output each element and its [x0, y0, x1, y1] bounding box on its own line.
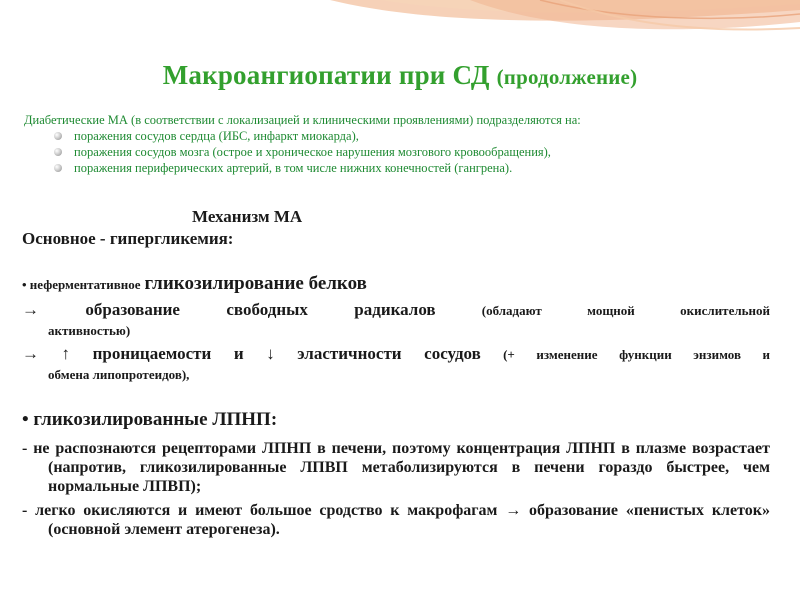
bullet-icon: [54, 148, 62, 156]
mechanism-point-2-cont: активностью): [48, 323, 131, 338]
bullet-icon: [54, 132, 62, 140]
mechanism-point-3-cont: обмена липопротеидов),: [48, 367, 190, 382]
intro-block: [24, 112, 784, 176]
intro-list-item: поражения сосудов сердца (ИБС, инфаркт миокарда),: [54, 128, 784, 144]
intro-list-item: поражения периферических артерий, в том числе нижних конечностей (гангрена).: [54, 160, 784, 176]
mechanism-block: [22, 206, 770, 539]
title-sub: (продолжение): [496, 65, 638, 89]
bullet-icon: [54, 164, 62, 172]
intro-lead: Диабетические МА (в соответствии с локализацией и клиническими проявлениями) подразделяются на:: [24, 113, 581, 127]
mechanism-point-1: • неферментативное гликозилирование белков: [22, 273, 367, 294]
mechanism-point-2: → образование свободных радикалов (обладают мощной окислительной: [22, 300, 770, 319]
ldl-item-1: - не распознаются рецепторами ЛПНП в печени, поэтому концентрация ЛПНП в плазме возрастает (напротив, гликозилированные ЛПВП метаболизируются в печени гораздо быстрее, чем нормальные ЛПВП);: [22, 440, 770, 495]
mechanism-point-3: → ↑ проницаемости и ↓ эластичности сосудов (+ изменение функции энзимов и: [22, 344, 770, 363]
title-main: Макроангиопатии при СД: [162, 60, 490, 90]
slide-title: [0, 60, 800, 91]
header-decoration: [0, 0, 800, 40]
intro-list: [24, 128, 784, 176]
ldl-item-2: - легко окисляются и имеют большое сродство к макрофагам → образование «пенистых клеток» (основной элемент атерогенеза).: [22, 502, 770, 538]
intro-list-item: поражения сосудов мозга (острое и хроническое нарушения мозгового кровообращения),: [54, 144, 784, 160]
mechanism-heading: Механизм МА: [192, 207, 303, 226]
ldl-heading: • гликозилированные ЛПНП:: [22, 409, 278, 430]
mechanism-main: Основное - гипергликемия:: [22, 229, 234, 248]
